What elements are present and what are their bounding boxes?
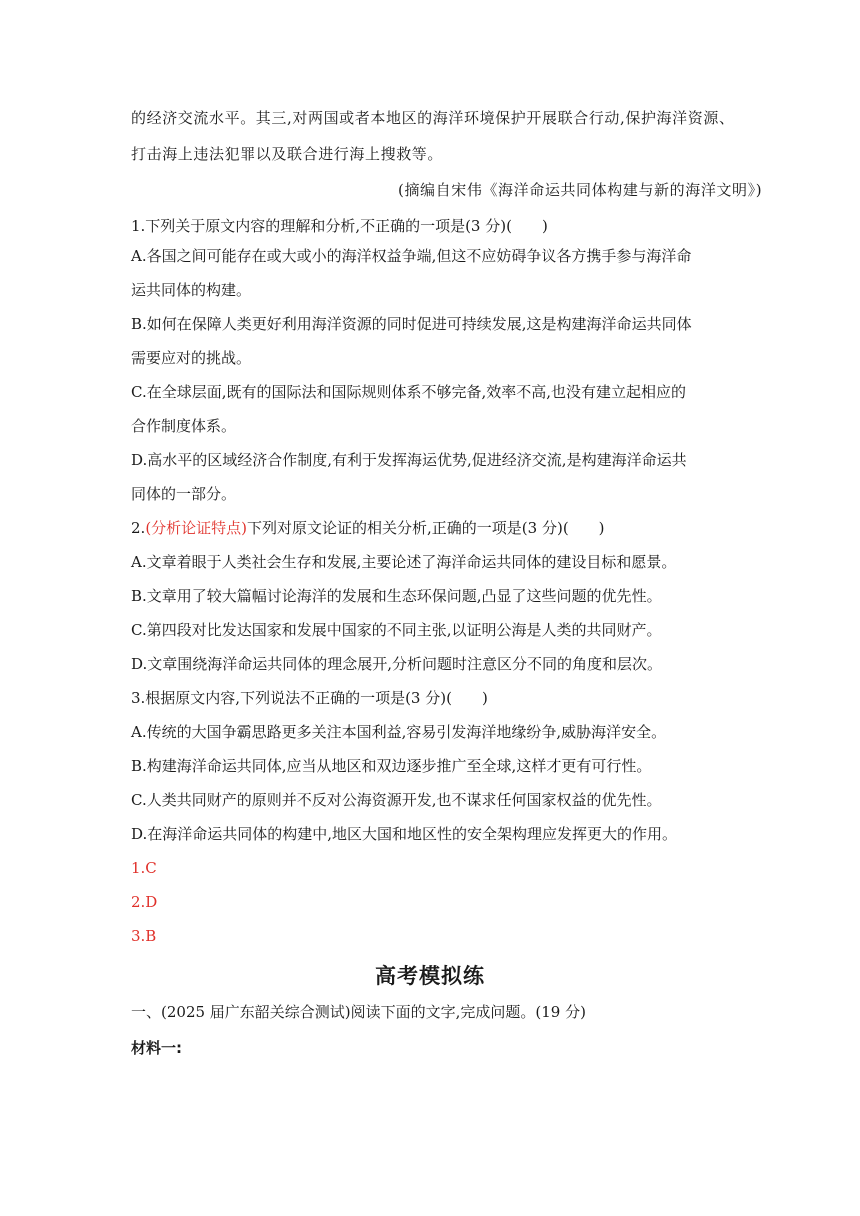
question-2-tag: (分析论证特点): [145, 519, 248, 537]
question-1-stem: 1.下列关于原文内容的理解和分析,不正确的一项是(3 分)( ): [131, 217, 548, 235]
question-3-option-d: D.在海洋命运共同体的构建中,地区大国和地区性的安全架构理应发挥更大的作用。: [131, 825, 678, 843]
question-2-option-c: C.第四段对比发达国家和发展中国家的不同主张,以证明公海是人类的共同财产。: [131, 621, 662, 639]
question-3-option-a: A.传统的大国争霸思路更多关注本国利益,容易引发海洋地缘纷争,威胁海洋安全。: [131, 723, 667, 741]
question-1-option-d: D.高水平的区域经济合作制度,有利于发挥海运优势,促进经济交流,是构建海洋命运共: [131, 451, 687, 469]
question-3-option-b: B.构建海洋命运共同体,应当从地区和双边逐步推广至全球,这样才更有可行性。: [131, 757, 652, 775]
material-heading: 材料一:: [131, 1039, 182, 1057]
question-1-option-c-cont: 合作制度体系。: [131, 417, 237, 435]
passage-source: (摘编自宋伟《海洋命运共同体构建与新的海洋文明》): [398, 181, 763, 199]
answer-1: 1.C: [131, 859, 157, 877]
question-2-option-b: B.文章用了较大篇幅讨论海洋的发展和生态环保问题,凸显了这些问题的优先性。: [131, 587, 662, 605]
passage-line: 打击海上违法犯罪以及联合进行海上搜救等。: [131, 145, 444, 163]
question-2-stem: [131, 518, 605, 538]
question-3-stem: 3.根据原文内容,下列说法不正确的一项是(3 分)( ): [131, 689, 488, 707]
question-3-option-c: C.人类共同财产的原则并不反对公海资源开发,也不谋求任何国家权益的优先性。: [131, 791, 662, 809]
question-1-option-a-cont: 运共同体的构建。: [131, 281, 252, 299]
question-2-number: 2.: [131, 519, 146, 537]
passage-line: 的经济交流水平。其三,对两国或者本地区的海洋环境保护开展联合行动,保护海洋资源、: [131, 109, 735, 127]
question-1-option-b-cont: 需要应对的挑战。: [131, 349, 252, 367]
question-1-option-b: B.如何在保障人类更好利用海洋资源的同时促进可持续发展,这是构建海洋命运共同体: [131, 315, 692, 333]
question-1-option-d-cont: 同体的一部分。: [131, 485, 237, 503]
question-2-option-a: A.文章着眼于人类社会生存和发展,主要论述了海洋命运共同体的建设目标和愿景。: [131, 553, 677, 571]
answer-3: 3.B: [131, 927, 157, 945]
section-title: 高考模拟练: [375, 964, 485, 988]
question-1-option-c: C.在全球层面,既有的国际法和国际规则体系不够完备,效率不高,也没有建立起相应的: [131, 383, 687, 401]
question-2-text: 下列对原文论证的相关分析,正确的一项是(3 分)( ): [247, 519, 605, 537]
exercise-intro: 一、(2025 届广东韶关综合测试)阅读下面的文字,完成问题。(19 分): [131, 1003, 586, 1021]
question-1-option-a: A.各国之间可能存在或大或小的海洋权益争端,但这不应妨碍争议各方携手参与海洋命: [131, 247, 692, 265]
question-2-option-d: D.文章围绕海洋命运共同体的理念展开,分析问题时注意区分不同的角度和层次。: [131, 655, 663, 673]
answer-2: 2.D: [131, 893, 158, 911]
